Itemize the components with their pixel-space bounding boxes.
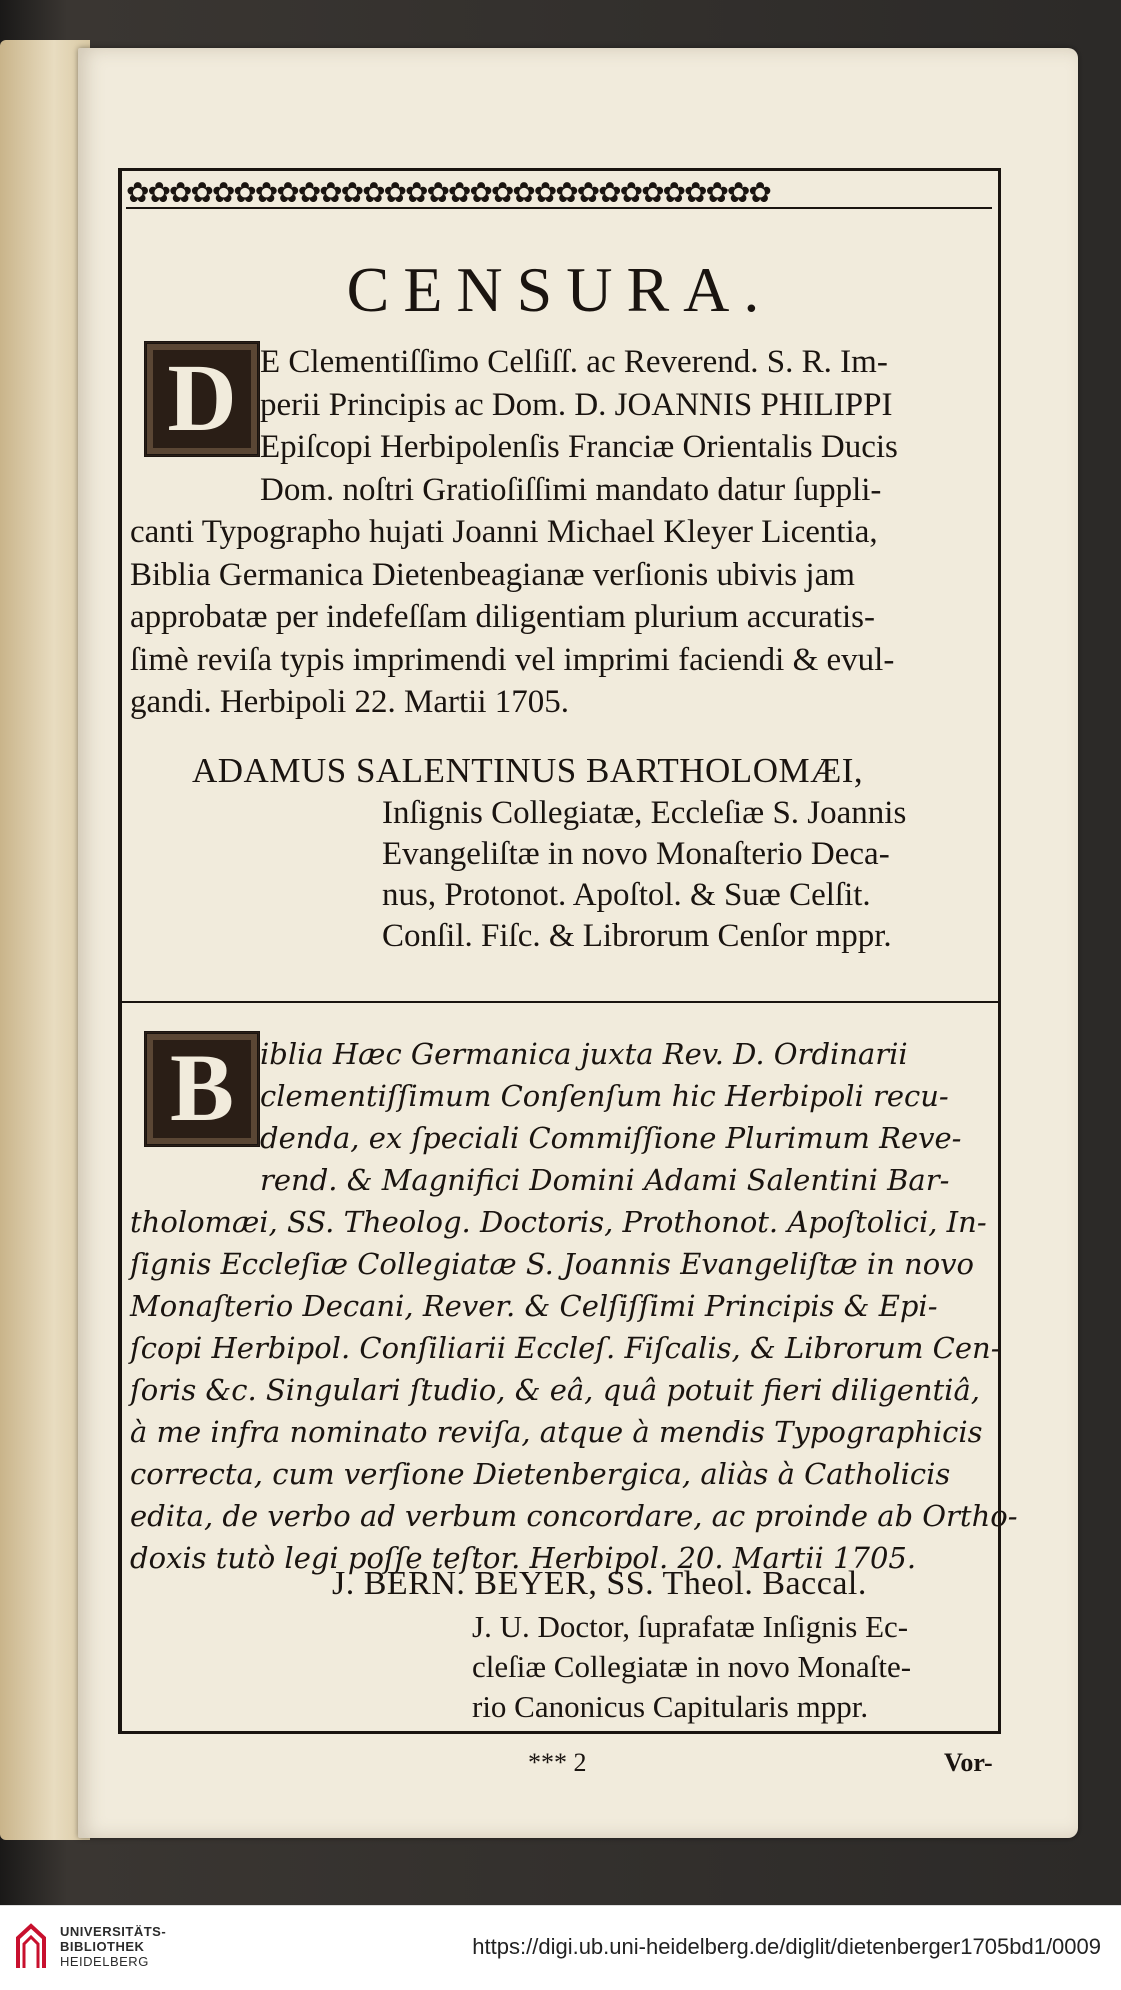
approbation-line: edita, de verbo ad verbum concordare, ac proinde ab Ortho- (130, 1499, 1018, 1533)
approbation-line: ſignis Eccleſiæ Collegiatæ S. Joannis Evangeliſtæ in novo (130, 1247, 975, 1281)
library-line1: UNIVERSITÄTS- (60, 1924, 167, 1939)
section-divider (122, 1001, 998, 1003)
viewer-footer (0, 1905, 1121, 1990)
library-logo-icon (14, 1922, 48, 1972)
approbation-line: correcta, cum verſione Dietenbergica, aliàs à Catholicis (130, 1457, 951, 1491)
approbation-line: clementiſſimum Conſenſum hic Herbipoli recu- (260, 1079, 949, 1113)
approbation-line: Monaſterio Decani, Rever. & Celſiſſimi Principis & Epi- (130, 1289, 938, 1323)
library-name (60, 1924, 166, 1969)
censura-line: ſimè reviſa typis imprimendi vel imprimi faciendi & evul- (130, 641, 895, 678)
censura-line: E Clementiſſimo Celſiſſ. ac Reverend. S. R. Im- (260, 344, 888, 380)
signature1-line: Conſil. Fiſc. & Librorum Cenſor mppr. (382, 918, 892, 954)
approbation-line: tholomæi, SS. Theolog. Doctoris, Prothonot. Apoſtolici, In- (130, 1205, 987, 1239)
book-page (78, 48, 1078, 1838)
book-edge (0, 40, 90, 1840)
censura-line: approbatæ per indefeſſam diligentiam plurium accuratis- (130, 599, 875, 635)
drop-cap-d: D (144, 341, 260, 457)
signature-mark: *** 2 (528, 1748, 587, 1777)
signature1-line: nus, Protonot. Apoſtol. & Suæ Celſit. (382, 877, 871, 913)
page-frame (118, 168, 1018, 1734)
censura-text (130, 341, 992, 724)
permalink-url[interactable]: https://digi.ub.uni-heidelberg.de/diglit/dietenberger1705bd1/0009 (472, 1934, 1101, 1959)
library-line3: HEIDELBERG (60, 1954, 149, 1969)
catchword: Vor- (944, 1748, 993, 1777)
signature1-details (382, 793, 992, 957)
censura-line: Biblia Germanica Dietenbeagianæ verſionis ubivis jam (130, 556, 855, 593)
signature1-line: Inſignis Collegiatæ, Eccleſiæ S. Joannis (382, 795, 907, 831)
approbation-line: ſoris &c. Singulari ſtudio, & eâ, quâ potuit fieri diligentiâ, (130, 1373, 980, 1407)
approbation-line: iblia Hæc Germanica juxta Rev. D. Ordinarii (260, 1037, 908, 1071)
page-title: CENSURA. (346, 254, 774, 325)
approbation-text (130, 1033, 1018, 1579)
approbation-line: doxis tutò legi poſſe teſtor. Herbipol. 20. Martii 1705. (130, 1541, 917, 1575)
signature2-details (472, 1607, 992, 1727)
approbation-line: ſcopi Herbipol. Conſiliarii Eccleſ. Fiſcalis, & Librorum Cen- (130, 1331, 1001, 1365)
signature1-name: ADAMUS SALENTINUS BARTHOLOMÆI, (192, 751, 864, 790)
censura-line: canti Typographo hujati Joanni Michael Kleyer Licentia, (130, 514, 878, 550)
signature1-line: Evangeliſtæ in novo Monaſterio Deca- (382, 836, 890, 872)
ornament-border: ✿✿✿✿✿✿✿✿✿✿✿✿✿✿✿✿✿✿✿✿✿✿✿✿✿✿✿✿✿✿ (126, 177, 992, 209)
censura-line: Dom. noſtri Gratioſiſſimi mandato datur ſuppli- (260, 471, 882, 508)
censura-line: perii Principis ac Dom. D. JOANNIS PHILIPPI (260, 386, 893, 423)
approbation-line: à me infra nominato reviſa, atque à mendis Typographicis (130, 1415, 983, 1449)
approbation-line: denda, ex ſpeciali Commiſſione Plurimum Reve- (260, 1121, 962, 1155)
library-line2: BIBLIOTHEK (60, 1939, 145, 1954)
approbation-line: rend. & Magnifici Domini Adami Salentini Bar- (260, 1163, 950, 1197)
signature2-line: J. U. Doctor, ſuprafatæ Inſignis Ec- (472, 1609, 909, 1644)
signature2-name: J. BERN. BEYER, SS. Theol. Baccal. (332, 1565, 867, 1602)
signature2-line: rio Canonicus Capitularis mppr. (472, 1689, 869, 1724)
censura-line: Epiſcopi Herbipolenſis Franciæ Orientalis Ducis (260, 429, 898, 465)
drop-cap-b: B (144, 1031, 260, 1147)
censura-line: gandi. Herbipoli 22. Martii 1705. (130, 684, 570, 720)
signature2-line: cleſiæ Collegiatæ in novo Monaſte- (472, 1649, 912, 1684)
